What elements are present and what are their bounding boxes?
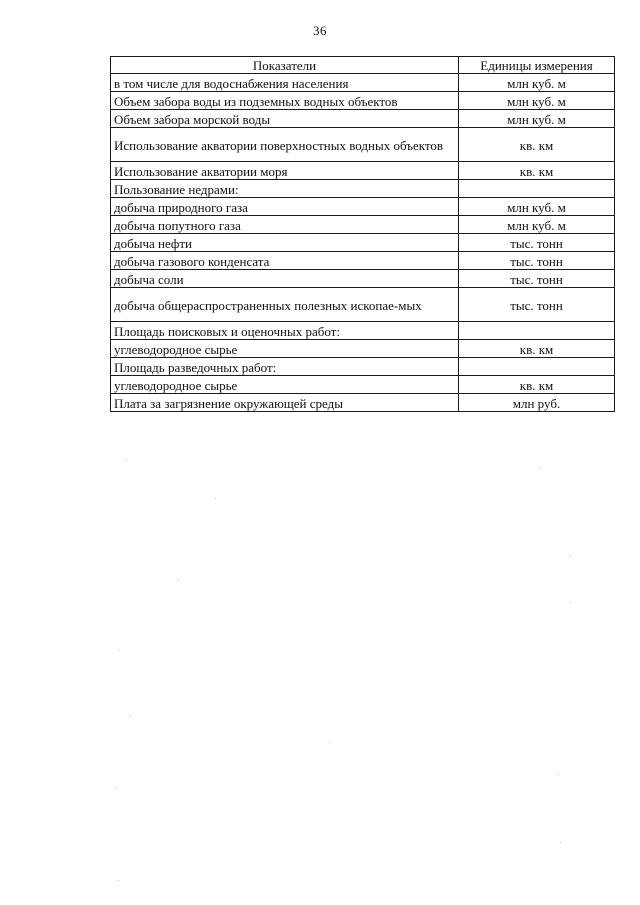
table-row — [111, 216, 615, 234]
table-row — [111, 110, 615, 128]
unit-cell: млн куб. м — [459, 110, 615, 128]
indicator-cell: Использование акватории поверхностных водных объектов — [111, 128, 459, 162]
header-unit: Единицы измерения — [459, 57, 615, 74]
header-indicator: Показатели — [111, 57, 459, 74]
indicator-cell: углеводородное сырье — [111, 340, 459, 358]
table-row — [111, 252, 615, 270]
table-row — [111, 180, 615, 198]
unit-cell: тыс. тонн — [459, 270, 615, 288]
indicator-cell: Площадь разведочных работ: — [111, 358, 459, 376]
table-row — [111, 394, 615, 412]
page-number: 36 — [313, 23, 327, 38]
unit-cell: кв. км — [459, 162, 615, 180]
table-row — [111, 234, 615, 252]
indicator-cell: Плата за загрязнение окружающей среды — [111, 394, 459, 412]
indicator-cell: Использование акватории моря — [111, 162, 459, 180]
indicator-cell: добыча газового конденсата — [111, 252, 459, 270]
table-row — [111, 270, 615, 288]
table-row — [111, 322, 615, 340]
table-row — [111, 340, 615, 358]
unit-cell: млн куб. м — [459, 198, 615, 216]
unit-cell: кв. км — [459, 340, 615, 358]
indicator-cell: Объем забора воды из подземных водных объектов — [111, 92, 459, 110]
unit-cell: млн куб. м — [459, 74, 615, 92]
unit-cell: млн руб. — [459, 394, 615, 412]
table-row — [111, 92, 615, 110]
unit-cell — [459, 358, 615, 376]
indicators-table — [110, 56, 615, 412]
indicator-cell: добыча природного газа — [111, 198, 459, 216]
unit-cell — [459, 322, 615, 340]
indicator-cell: Пользование недрами: — [111, 180, 459, 198]
unit-cell — [459, 180, 615, 198]
table-row — [111, 74, 615, 92]
table-row — [111, 162, 615, 180]
unit-cell: тыс. тонн — [459, 252, 615, 270]
table-row — [111, 198, 615, 216]
unit-cell: млн куб. м — [459, 216, 615, 234]
indicator-cell: углеводородное сырье — [111, 376, 459, 394]
unit-cell: млн куб. м — [459, 92, 615, 110]
unit-cell: кв. км — [459, 128, 615, 162]
indicator-cell: добыча общераспространенных полезных ископае-мых — [111, 288, 459, 322]
indicator-cell: Объем забора морской воды — [111, 110, 459, 128]
table-row — [111, 358, 615, 376]
unit-cell: кв. км — [459, 376, 615, 394]
indicator-cell: добыча соли — [111, 270, 459, 288]
table-row — [111, 376, 615, 394]
unit-cell: тыс. тонн — [459, 234, 615, 252]
indicator-cell: Площадь поисковых и оценочных работ: — [111, 322, 459, 340]
table-header-row — [111, 57, 615, 74]
indicator-cell: добыча нефти — [111, 234, 459, 252]
indicator-cell: добыча попутного газа — [111, 216, 459, 234]
table-row — [111, 288, 615, 322]
indicator-cell: в том числе для водоснабжения населения — [111, 74, 459, 92]
table-row — [111, 128, 615, 162]
unit-cell: тыс. тонн — [459, 288, 615, 322]
